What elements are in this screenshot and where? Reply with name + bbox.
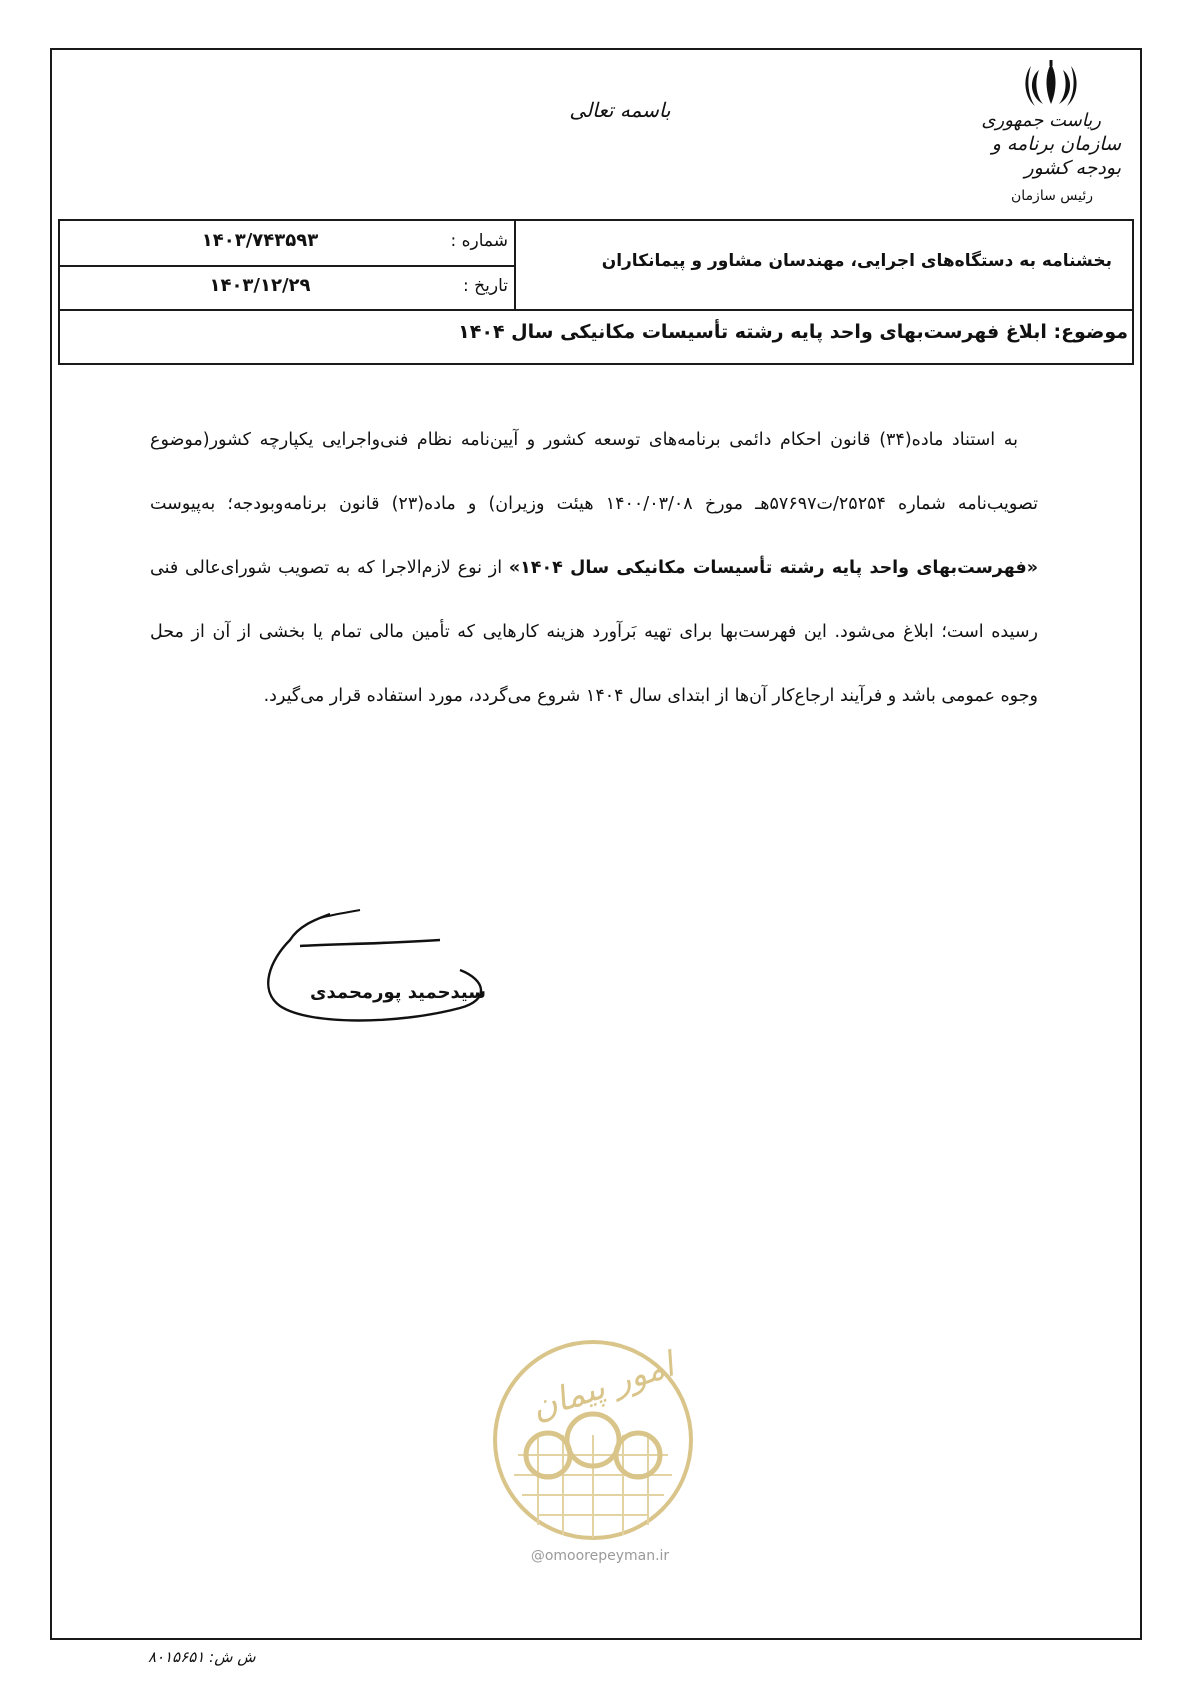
number-value: ۱۴۰۳/۷۴۳۵۹۳ bbox=[201, 230, 319, 251]
info-row-divider bbox=[60, 265, 514, 267]
watermark-logo bbox=[488, 1335, 698, 1545]
org-line-organization: سازمان برنامه و بودجه کشور bbox=[991, 133, 1121, 179]
org-line-head: رئیس سازمان bbox=[1011, 188, 1093, 204]
info-table bbox=[58, 219, 1134, 365]
watermark-url: @omoorepeyman.ir bbox=[530, 1548, 670, 1564]
iran-emblem-icon bbox=[1021, 60, 1081, 112]
signer-name: سیدحمید پورمحمدی bbox=[310, 982, 486, 1003]
info-horizontal-divider bbox=[60, 309, 1132, 311]
organization-block bbox=[941, 110, 1121, 204]
watermark-text: امور پیمان bbox=[526, 1344, 679, 1429]
date-value: ۱۴۰۳/۱۲/۲۹ bbox=[209, 275, 311, 296]
signature-scribble bbox=[260, 900, 500, 1030]
body-part-2: از نوع لازم‌الاجرا که به تصویب شورای‌عالی فنی رسیده است؛ ابلاغ می‌شود. این فهرست‌بها برای تهیه بَرآورد هزینه کارهایی که تأمین مالی تمام یا بخشی از آن از محل وجوه عمومی باشد و فرآیند ارجاع‌کار آن‌ها از ابتدای سال ۱۴۰۴ شروع می‌گردد، مورد استفاده قرار می‌گیرد. bbox=[150, 558, 1038, 706]
addressee: بخشنامه به دستگاه‌های اجرایی، مهندسان مشاور و پیمانکاران bbox=[601, 251, 1112, 271]
body-part-1: به استناد ماده(۳۴) قانون احکام دائمی برنامه‌های توسعه کشور و آیین‌نامه نظام فنی‌واجرایی یکپارچه کشور(موضوع تصویب‌نامه شماره ۲۵۲۵۴/ت۵۷۶۹۷هـ مورخ ۱۴۰۰/۰۳/۰۸ هیئت وزیران) و ماده(۲۳) قانون برنامه‌وبودجه؛ به‌پیوست bbox=[150, 430, 1039, 514]
org-line-presidency: ریاست جمهوری bbox=[981, 110, 1101, 131]
footer-code: ش ش: ۸۰۱۵۶۵۱ bbox=[148, 1648, 256, 1666]
bismillah: باسمه تعالی bbox=[569, 98, 671, 122]
body-paragraph bbox=[150, 408, 1038, 728]
body-bold-title: «فهرست‌بهای واحد پایه رشته تأسیسات مکانیکی سال ۱۴۰۴» bbox=[508, 558, 1039, 578]
date-label: تاریخ : bbox=[463, 276, 508, 296]
subject-line: موضوع: ابلاغ فهرست‌بهای واحد پایه رشته تأسیسات مکانیکی سال ۱۴۰۴ bbox=[458, 321, 1128, 343]
number-label: شماره : bbox=[450, 231, 508, 251]
info-vertical-divider bbox=[514, 221, 516, 309]
